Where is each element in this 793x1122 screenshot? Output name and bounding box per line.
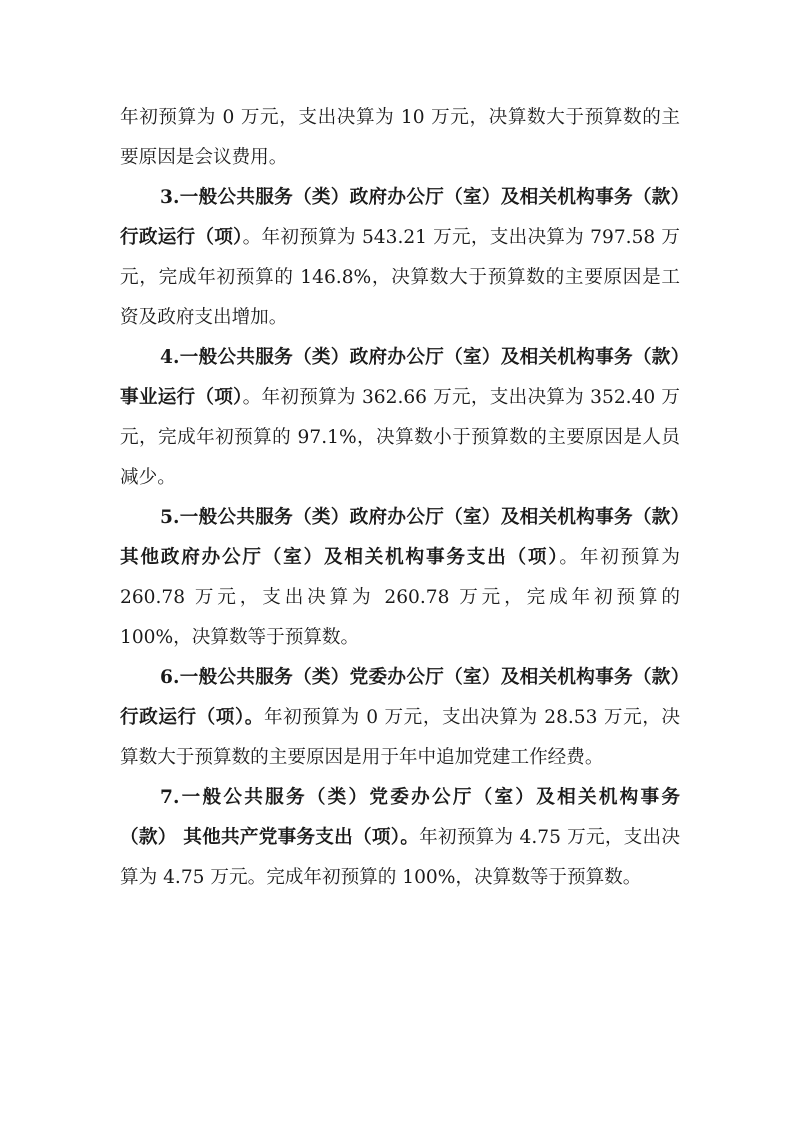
paragraph-item-7 — [120, 778, 680, 898]
paragraph-body: 。年初预算为 543.21 万元，支出决算为 797.58 万元，完成年初预算的 146.8%，决算数大于预算数的主要原因是工资及政府支出增加。 — [120, 227, 680, 328]
paragraph-body: 。年初预算为 260.78 万元，支出决算为 260.78 万元，完成年初预算的 100%，决算数等于预算数。 — [120, 547, 680, 648]
document-page — [120, 98, 680, 898]
paragraph-body: 年初预算为 4.75 万元，支出决算为 4.75 万元。完成年初预算的 100%，决算数等于预算数。 — [120, 827, 680, 888]
paragraph-body: 。年初预算为 362.66 万元，支出决算为 352.40 万元，完成年初预算的 97.1%，决算数小于预算数的主要原因是人员减少。 — [120, 387, 680, 488]
paragraph-item-3 — [120, 178, 680, 338]
paragraph-body: 年初预算为 0 万元，支出决算为 10 万元，决算数大于预算数的主要原因是会议费用。 — [120, 107, 680, 168]
paragraph-heading: 3.一般公共服务（类）政府办公厅（室）及相关机构事务（款）行政运行（项） — [120, 187, 680, 248]
paragraph-item-5 — [120, 498, 680, 658]
paragraph-heading: 4.一般公共服务（类）政府办公厅（室）及相关机构事务（款）事业运行（项） — [120, 347, 680, 408]
paragraph-body: 年初预算为 0 万元，支出决算为 28.53 万元，决算数大于预算数的主要原因是用于年中追加党建工作经费。 — [120, 707, 680, 768]
paragraph-heading: 7.一般公共服务（类）党委办公厅（室）及相关机构事务（款） 其他共产党事务支出（项）。 — [120, 787, 680, 848]
paragraph-continuation — [120, 98, 680, 178]
paragraph-heading: 5.一般公共服务（类）政府办公厅（室）及相关机构事务（款）其他政府办公厅（室）及相关机构事务支出（项） — [120, 507, 680, 568]
paragraph-heading: 6.一般公共服务（类）党委办公厅（室）及相关机构事务（款）行政运行（项）。 — [120, 667, 680, 728]
paragraph-item-6 — [120, 658, 680, 778]
paragraph-item-4 — [120, 338, 680, 498]
